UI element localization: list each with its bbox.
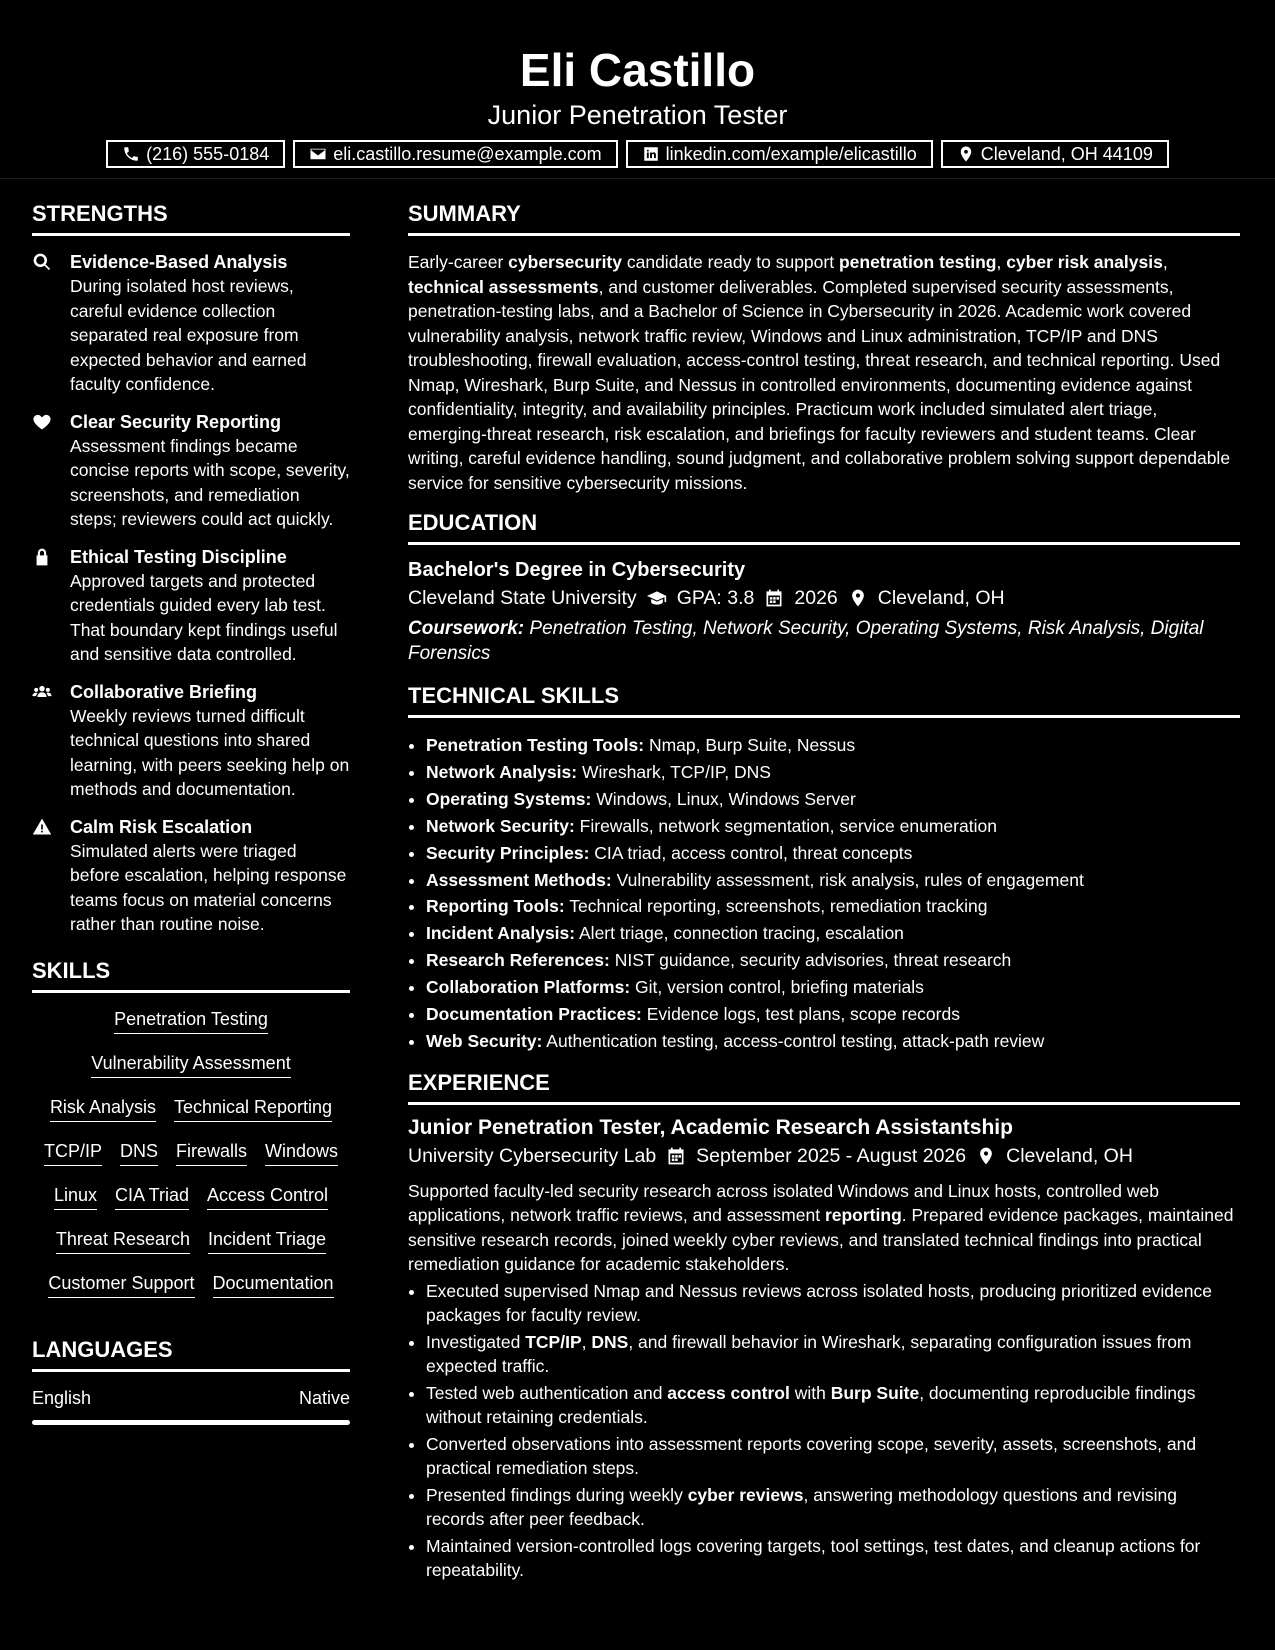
list-item: • Investigated TCP/IP, DNS, and firewall behavior in Wireshark, separating configuration issues from expected traffic.	[426, 1330, 1240, 1379]
contact-phone[interactable]	[106, 140, 285, 168]
lock-icon	[32, 547, 52, 567]
summary-text: Early-career cybersecurity candidate ready to support penetration testing, cyber risk analysis, technical assessments, and customer deliverables. Completed supervised security assessments, penetration-testing labs, and a Bachelor of Science in Cybersecurity in 2026. Academic work covered vulnerability analysis, network traffic review, Windows and Linux administration, TCP/IP and DNS troubleshooting, firewall evaluation, access-control testing, threat research, and technical reporting. Used Nmap, Wireshark, Burp Suite, and Nessus in controlled environments, documenting evidence against confidentiality, integrity, and availability principles. Practicum work included simulated alert triage, emerging-threat research, risk escalation, and briefings for faculty reviewers and student teams. Clear writing, careful evidence handling, sound judgment, and collaborative problem solving support dependable service for sensitive cybersecurity missions.	[408, 252, 1231, 493]
strength-item	[32, 815, 350, 937]
strength-title: Ethical Testing Discipline	[70, 546, 287, 567]
job-description: Supported faculty-led security research across isolated Windows and Linux hosts, controlled web applications, network traffic reviews, and assessment reporting. Prepared evidence packages, maintained sensitive research records, joined weekly cyber reviews, and translated technical findings into practical remediation guidance for academic stakeholders.	[408, 1180, 1234, 1275]
strength-item	[32, 680, 350, 802]
list-item: • Operating Systems: Windows, Linux, Windows Server	[426, 786, 1240, 813]
list-item: • Penetration Testing Tools: Nmap, Burp Suite, Nessus	[426, 732, 1240, 759]
job-meta	[408, 1141, 1240, 1171]
coursework-label: Coursework:	[408, 618, 525, 639]
skills-heading: SKILLS	[32, 957, 350, 993]
list-item: • Assessment Methods: Vulnerability assessment, risk analysis, rules of engagement	[426, 867, 1240, 894]
strength-desc: Assessment findings became concise reports with scope, severity, screenshots, and remediation steps; reviewers could act quickly.	[70, 435, 350, 529]
language-row	[32, 1386, 350, 1410]
skill-tag: Incident Triage	[208, 1227, 326, 1254]
contact-bar	[0, 140, 1275, 168]
strength-title: Calm Risk Escalation	[70, 816, 253, 837]
skill-tag: DNS	[120, 1139, 158, 1166]
map-pin-icon	[848, 588, 868, 608]
list-item: • Executed supervised Nmap and Nessus reviews across isolated hosts, producing prioritized evidence packages for faculty review.	[426, 1279, 1240, 1328]
contact-linkedin-text: linkedin.com/example/elicastillo	[665, 143, 917, 164]
strength-title: Clear Security Reporting	[70, 411, 282, 432]
skill-tag: CIA Triad	[115, 1183, 189, 1210]
job-location: Cleveland, OH	[1006, 1144, 1133, 1167]
list-item: • Security Principles: CIA triad, access control, threat concepts	[426, 840, 1240, 867]
calendar-icon	[666, 1146, 686, 1166]
users-icon	[32, 682, 52, 702]
list-item: • Documentation Practices: Evidence logs, test plans, scope records	[426, 1001, 1240, 1028]
skill-tag: Risk Analysis	[50, 1095, 156, 1122]
skill-tag: TCP/IP	[44, 1139, 102, 1166]
strength-title: Collaborative Briefing	[70, 681, 258, 702]
strength-title: Evidence-Based Analysis	[70, 252, 288, 272]
contact-email-text: eli.castillo.resume@example.com	[333, 143, 602, 164]
list-item: • Network Analysis: Wireshark, TCP/IP, DNS	[426, 759, 1240, 786]
list-item: • Research References: NIST guidance, security advisories, threat research	[426, 947, 1240, 974]
candidate-title: Junior Penetration Tester	[487, 100, 788, 130]
coursework-list: Penetration Testing, Network Security, Operating Systems, Risk Analysis, Digital Forensics	[408, 618, 1204, 664]
skill-tag: Threat Research	[56, 1227, 190, 1254]
technical-skills-heading: TECHNICAL SKILLS	[408, 682, 1240, 718]
language-level: Native	[298, 1387, 350, 1408]
skill-tag: Firewalls	[176, 1139, 247, 1166]
skill-tag: Vulnerability Assessment	[91, 1051, 290, 1078]
candidate-name: Eli Castillo	[519, 44, 756, 96]
calendar-icon	[764, 588, 784, 608]
language-name: English	[32, 1387, 92, 1408]
skill-tag: Customer Support	[48, 1271, 194, 1298]
experience-heading: EXPERIENCE	[408, 1069, 1240, 1105]
contact-phone-text: (216) 555-0184	[146, 143, 270, 164]
strength-desc: During isolated host reviews, careful evidence collection separated real exposure from expected behavior and earned faculty confidence.	[70, 276, 307, 394]
list-item: • Tested web authentication and access control with Burp Suite, documenting reproducible findings without retaining credentials.	[426, 1381, 1240, 1430]
list-item: • Incident Analysis: Alert triage, connection tracing, escalation	[426, 920, 1240, 947]
list-item: • Converted observations into assessment reports covering scope, severity, assets, screenshots, and practical remediation steps.	[426, 1432, 1240, 1481]
school-name: Cleveland State University	[408, 587, 637, 609]
strength-desc: Simulated alerts were triaged before escalation, helping response teams focus on material concerns rather than routine noise.	[70, 840, 347, 934]
list-item: • Presented findings during weekly cyber reviews, answering methodology questions and revising records after peer feedback.	[426, 1483, 1240, 1532]
contact-location	[941, 140, 1169, 168]
map-pin-icon	[976, 1146, 996, 1166]
list-item: • Maintained version-controlled logs covering targets, tool settings, test dates, and cleanup actions for repeatability.	[426, 1534, 1240, 1583]
job-dates: September 2025 - August 2026	[696, 1144, 967, 1167]
employer: University Cybersecurity Lab	[408, 1144, 657, 1167]
right-column	[408, 200, 1240, 1585]
warning-icon	[32, 817, 52, 837]
list-item: • Collaboration Platforms: Git, version control, briefing materials	[426, 974, 1240, 1001]
graduation-year: 2026	[794, 587, 838, 609]
job-title: Junior Penetration Tester, Academic Research Assistantship	[408, 1115, 1013, 1139]
education-meta	[408, 583, 1240, 613]
degree-title: Bachelor's Degree in Cybersecurity	[408, 559, 746, 581]
skill-tag: Linux	[54, 1183, 97, 1210]
phone-icon	[122, 145, 140, 163]
skill-tag: Documentation	[213, 1271, 334, 1298]
search-icon	[32, 252, 52, 272]
gpa: GPA: 3.8	[676, 587, 755, 609]
contact-linkedin[interactable]	[626, 140, 933, 168]
strength-desc: Weekly reviews turned difficult technical questions into shared learning, with peers seeking help on methods and documentation.	[70, 705, 350, 799]
skill-tag: Penetration Testing	[114, 1007, 268, 1034]
strengths-heading: STRENGTHS	[32, 200, 350, 236]
skill-tag: Technical Reporting	[174, 1095, 332, 1122]
strength-item	[32, 545, 350, 667]
languages-heading: LANGUAGES	[32, 1336, 350, 1372]
technical-skills-list	[408, 732, 1240, 1055]
school-location: Cleveland, OH	[877, 587, 1005, 609]
contact-email[interactable]	[293, 140, 617, 168]
graduation-cap-icon	[647, 588, 667, 608]
skill-tag: Windows	[265, 1139, 338, 1166]
envelope-icon	[309, 145, 327, 163]
job-bullets	[408, 1279, 1240, 1583]
education-heading: EDUCATION	[408, 509, 1240, 545]
strength-item	[32, 410, 350, 532]
strength-item	[32, 250, 350, 397]
list-item: • Web Security: Authentication testing, access-control testing, attack-path review	[426, 1028, 1240, 1055]
skills-tag-cloud	[32, 1007, 350, 1298]
strength-desc: Approved targets and protected credentials guided every lab test. That boundary kept findings useful and sensitive data controlled.	[70, 570, 338, 664]
left-column	[32, 200, 350, 1425]
list-item: • Network Security: Firewalls, network segmentation, service enumeration	[426, 813, 1240, 840]
language-proficiency-bar	[32, 1420, 350, 1425]
summary-heading: SUMMARY	[408, 200, 1240, 236]
coursework	[408, 617, 1240, 666]
skill-tag: Access Control	[207, 1183, 328, 1210]
heart-icon	[32, 412, 52, 432]
resume-header	[0, 0, 1275, 179]
linkedin-icon	[642, 145, 660, 163]
map-pin-icon	[957, 145, 975, 163]
list-item: • Reporting Tools: Technical reporting, screenshots, remediation tracking	[426, 893, 1240, 920]
contact-location-text: Cleveland, OH 44109	[980, 143, 1153, 164]
